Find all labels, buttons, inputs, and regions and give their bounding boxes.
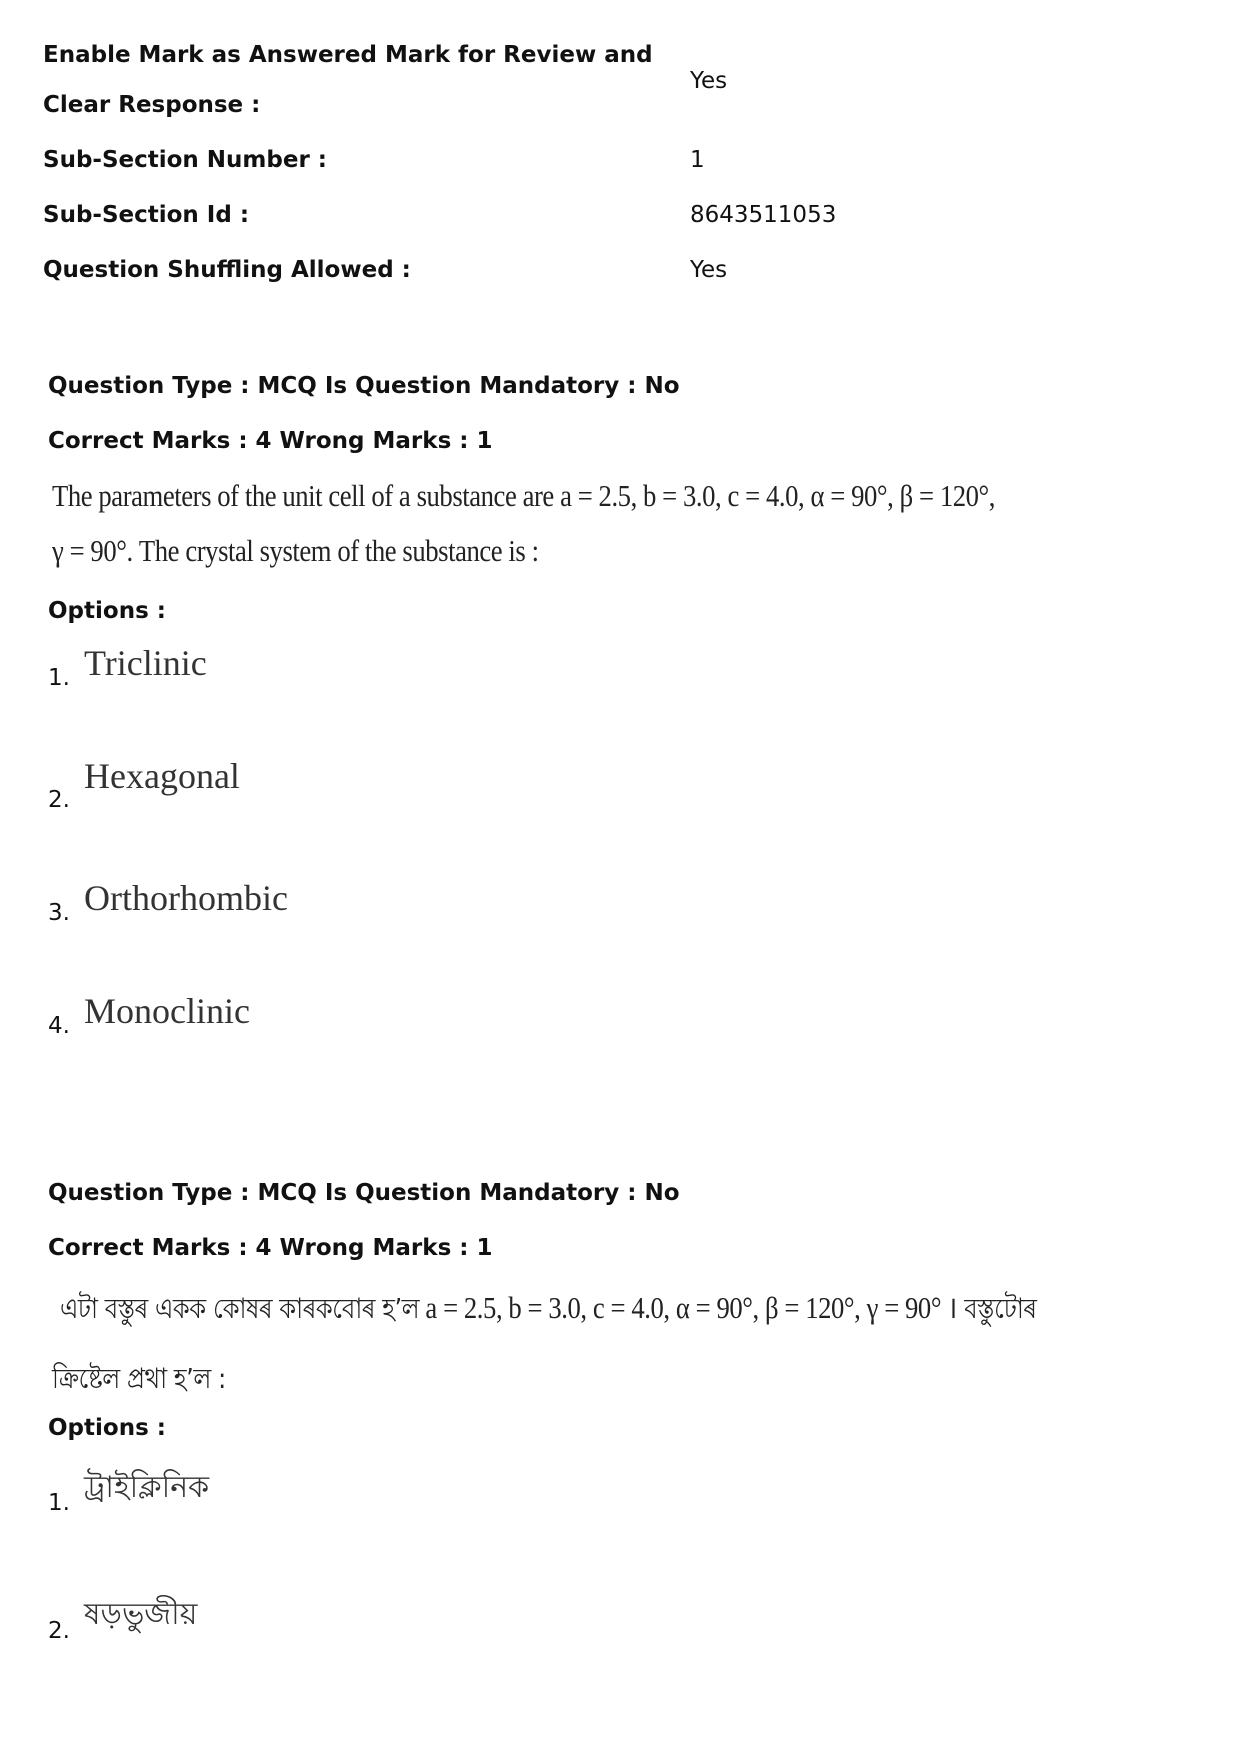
q2-option-2-number: 2.: [48, 1618, 70, 1644]
meta-label-line1: Enable Mark as Answered Mark for Review and: [43, 42, 653, 68]
q1-option-3-text[interactable]: Orthorhombic: [84, 878, 288, 918]
q1-question-line1: The parameters of the unit cell of a substance are a = 2.5, b = 3.0, c = 4.0, α = 90°, β = 120°,: [52, 478, 996, 513]
q2-question-line2: [52, 1350, 226, 1407]
q1-option-4-number: 4.: [48, 1013, 70, 1039]
meta-value-mark-review: Yes: [690, 68, 728, 94]
q2-question-line1: [60, 1280, 1037, 1337]
meta-label-shuffling: Question Shuffling Allowed :: [43, 257, 411, 283]
q1-option-3-number: 3.: [48, 900, 70, 926]
q2-type-line: Question Type : MCQ Is Question Mandatory : No: [48, 1180, 680, 1206]
q1-option-4-text[interactable]: Monoclinic: [84, 991, 250, 1031]
q2-option-1-text[interactable]: ট্রাইক্লিনিক: [84, 1470, 210, 1505]
q1-option-2-number: 2.: [48, 787, 70, 813]
q1-marks-line: Correct Marks : 4 Wrong Marks : 1: [48, 428, 493, 454]
meta-label-mark-review: [43, 30, 663, 130]
meta-value-subsection-id: 8643511053: [690, 202, 837, 228]
q2-question-line1-bengali-end: বস্তুটোৰ: [956, 1292, 1037, 1325]
q1-options-label: Options :: [48, 598, 166, 624]
meta-label-subsection-id: Sub-Section Id :: [43, 202, 250, 228]
meta-row-mark-review: [43, 30, 1193, 130]
q1-option-1-number: 1.: [48, 665, 70, 691]
q2-marks-line: Correct Marks : 4 Wrong Marks : 1: [48, 1235, 493, 1261]
meta-label-line2: Clear Response :: [43, 92, 261, 118]
q2-option-1-number: 1.: [48, 1490, 70, 1516]
q2-option-2-text[interactable]: ষড়ভুজীয়: [84, 1597, 198, 1632]
q2-options-label: Options :: [48, 1415, 166, 1441]
meta-label-subsection-number: Sub-Section Number :: [43, 147, 328, 173]
q1-option-1-text[interactable]: Triclinic: [84, 643, 207, 683]
q2-question-line1-math: a = 2.5, b = 3.0, c = 4.0, α = 90°, β = 120°, γ = 90° ।: [419, 1290, 957, 1325]
q2-question-line2-text: ক্রিষ্টেল প্রথা হ’ল :: [52, 1362, 226, 1395]
meta-value-shuffling: Yes: [690, 257, 728, 283]
q2-question-line1-bengali: এটা বস্তুৰ একক কোষৰ কাৰকবোৰ হ’ল: [60, 1292, 420, 1325]
q1-question-line2: γ = 90°. The crystal system of the substance is :: [52, 533, 539, 568]
q1-option-2-text[interactable]: Hexagonal: [84, 756, 240, 796]
q1-type-line: Question Type : MCQ Is Question Mandatory : No: [48, 373, 680, 399]
meta-value-subsection-number: 1: [690, 147, 705, 173]
